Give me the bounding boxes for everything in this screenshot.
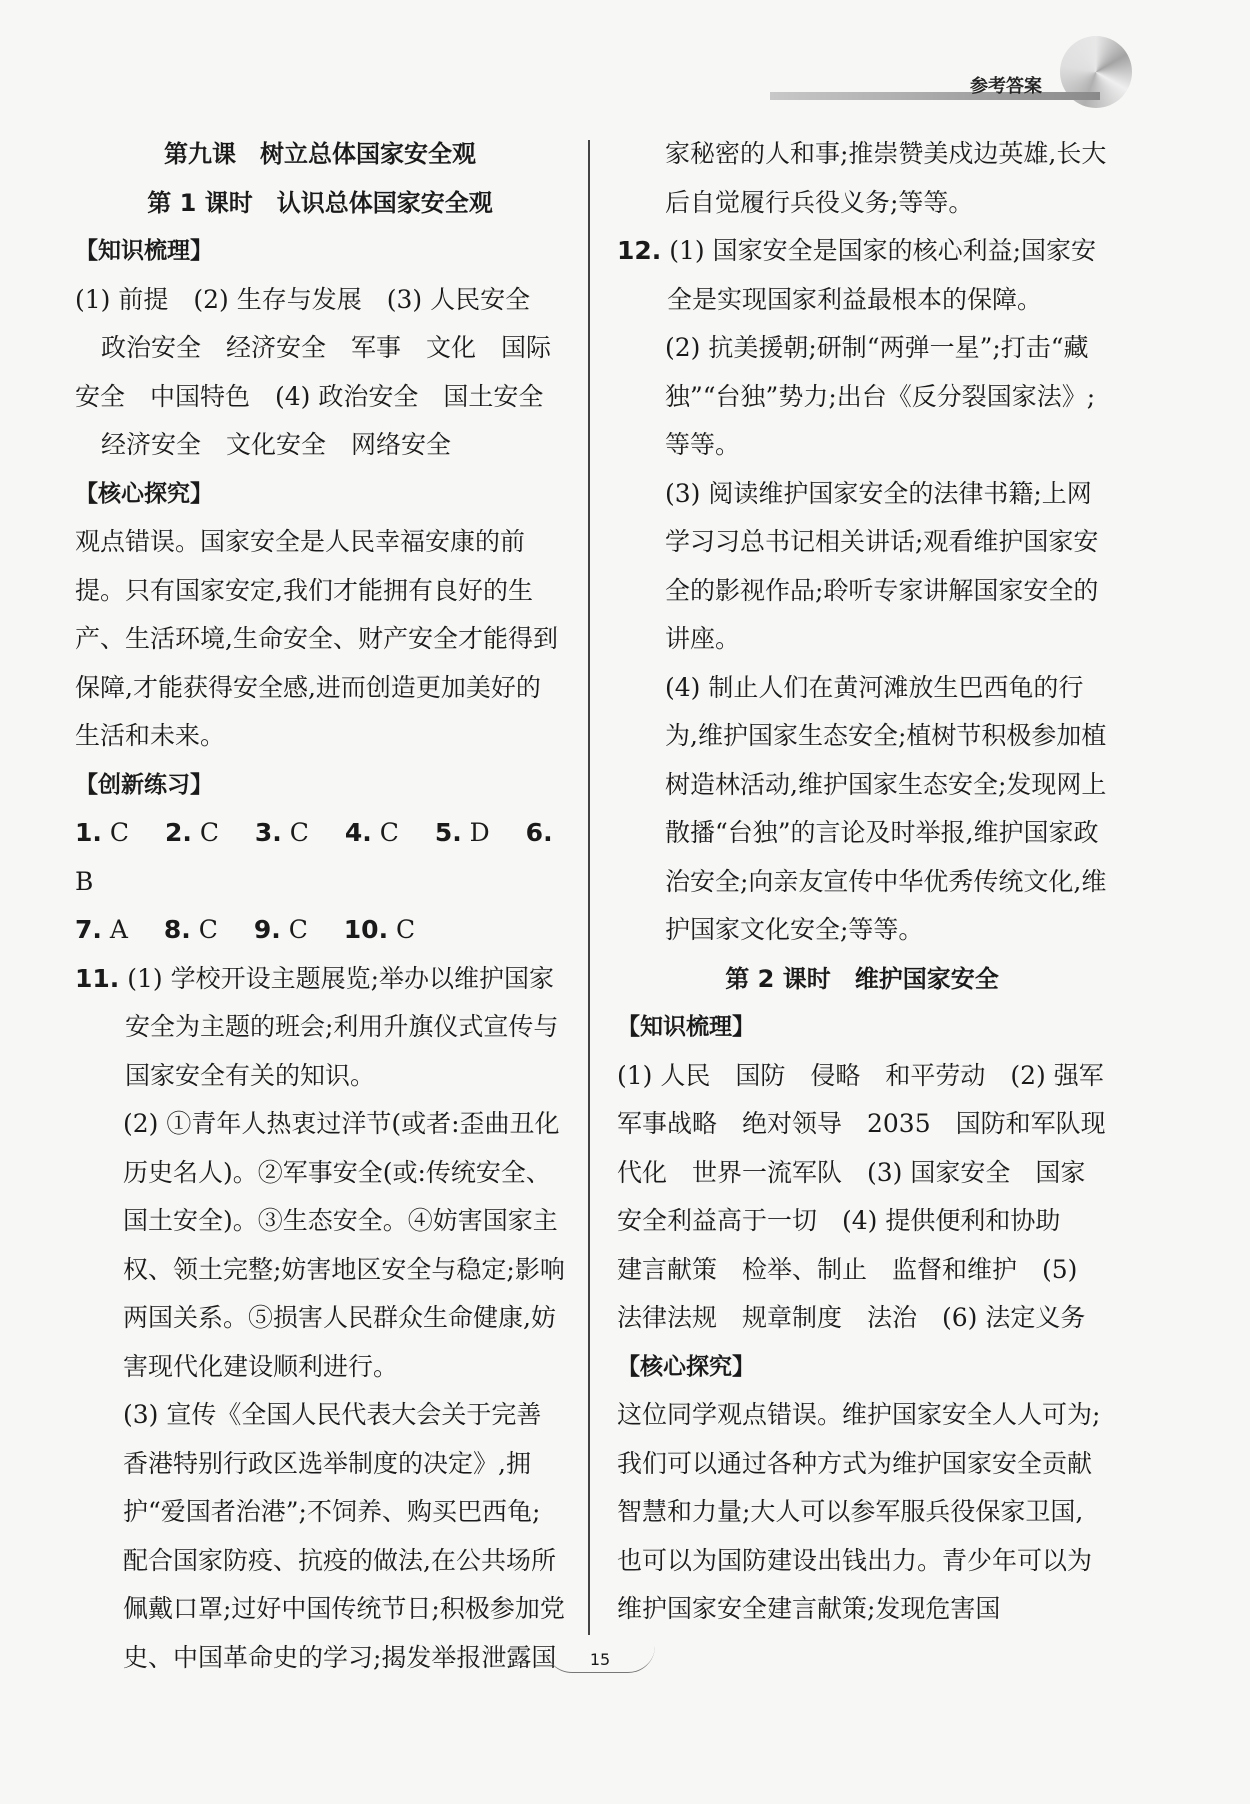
column-divider bbox=[588, 140, 590, 1635]
mc-number: 1. bbox=[75, 818, 102, 847]
mc-number: 4. bbox=[344, 818, 372, 847]
knowledge-line: (1) 前提 (2) 生存与发展 (3) 人民安全 bbox=[75, 284, 531, 314]
knowledge-text: (1) 人民 国防 侵略 和平劳动 (2) 强军 军事战略 绝对领导 2035 国防和军队现代化 世界一流军队 (3) 国家安全 国家安全利益高于一切 (4) 提供便利和协助 建言献策 检举、制止 监督和维护 (5) 法律法规 规章制度 法治 (6) 法定义务 bbox=[617, 1060, 1129, 1332]
lesson-title: 第九课 树立总体国家安全观 bbox=[164, 140, 476, 168]
knowledge-line: 政治安全 经济安全 军事 文化 国际 bbox=[101, 333, 552, 362]
mc-answer: B bbox=[75, 866, 94, 896]
mc-answer: C bbox=[288, 915, 308, 944]
section-core-heading: 【核心探究】 bbox=[617, 1353, 755, 1380]
header-rule bbox=[770, 92, 1100, 100]
mc-answer: C bbox=[109, 818, 129, 847]
header-label: 参考答案 bbox=[970, 76, 1042, 97]
mc-number: 7. bbox=[75, 915, 102, 944]
question-12-part-1: 12. (1) 国家安全是国家的核心利益;国家安全是实现国家利益最根本的保障。 bbox=[617, 236, 1097, 314]
question-11-part-3: (3) 宣传《全国人民代表大会关于完善香港特别行政区选举制度的决定》,拥护“爱国者治港”;不饲养、购买巴西龟;配合国家防疫、抗疫的做法,在公共场所佩戴口罩;过好中国传统节日;积极参加党史、中国革命史的学习;揭发举报泄露国 bbox=[123, 1400, 565, 1672]
multiple-choice-row-2 bbox=[75, 906, 565, 955]
mc-number: 2. bbox=[164, 818, 192, 847]
section-core-heading: 【核心探究】 bbox=[75, 480, 213, 507]
multiple-choice-row-1 bbox=[75, 809, 565, 906]
question-number: 12. bbox=[617, 236, 662, 265]
question-12-part-4: (4) 制止人们在黄河滩放生巴西龟的行为,维护国家生态安全;植树节积极参加植树造林活动,维护国家生态安全;发现网上散播“台独”的言论及时举报,维护国家政治安全;向亲友宣传中华优秀传统文化,维护国家文化安全;等等。 bbox=[665, 672, 1107, 944]
mc-number: 3. bbox=[254, 818, 282, 847]
mc-number: 8. bbox=[163, 915, 191, 944]
right-column bbox=[617, 130, 1129, 1634]
mc-number: 6. bbox=[525, 818, 553, 847]
mc-answer: D bbox=[469, 818, 490, 847]
core-answer-text: 这位同学观点错误。维护国家安全人人可为;我们可以通过各种方式为维护国家安全贡献智慧和力量;大人可以参军服兵役保家卫国,也可以为国防建设出钱出力。青少年可以为维护国家安全建言献策;发现危害国 bbox=[617, 1400, 1101, 1623]
mc-answer: C bbox=[289, 818, 309, 847]
left-column bbox=[75, 130, 565, 1682]
core-answer-text: 观点错误。国家安全是人民幸福安康的前提。只有国家安定,我们才能拥有良好的生产、生活环境,生命安全、财产安全才能得到保障,才能获得安全感,进而创造更加美好的生活和未来。 bbox=[75, 527, 558, 750]
section-knowledge-heading: 【知识梳理】 bbox=[617, 1014, 755, 1040]
period-2-title: 第 2 课时 维护国家安全 bbox=[725, 964, 999, 993]
mc-answer: C bbox=[396, 915, 416, 944]
period-1-title: 第 1 课时 认识总体国家安全观 bbox=[147, 188, 493, 217]
section-practice-heading: 【创新练习】 bbox=[75, 771, 213, 798]
question-11-part-1: 11. (1) 学校开设主题展览;举办以维护国家安全为主题的班会;利用升旗仪式宣传与国家安全有关的知识。 bbox=[75, 963, 559, 1090]
mc-number: 9. bbox=[253, 915, 281, 944]
question-11-part-2: (2) ①青年人热衷过洋节(或者:歪曲丑化历史名人)。②军事安全(或:传统安全、国土安全)。③生态安全。④妨害国家主权、领土完整;妨害地区安全与稳定;影响两国关系。⑤损害人民群众生命健康,妨害现代化建设顺利进行。 bbox=[123, 1109, 565, 1381]
question-12-part-2: (2) 抗美援朝;研制“两弹一星”;打击“藏独”“台独”势力;出台《反分裂国家法》;等等。 bbox=[665, 333, 1096, 459]
mc-number: 10. bbox=[343, 915, 389, 944]
mc-answer: C bbox=[379, 818, 399, 847]
mc-answer: C bbox=[199, 818, 219, 847]
question-12-part-3: (3) 阅读维护国家安全的法律书籍;上网学习习总书记相关讲话;观看维护国家安全的影视作品;聆听专家讲解国家安全的讲座。 bbox=[665, 478, 1099, 653]
mc-answer: A bbox=[109, 915, 128, 944]
section-knowledge-heading: 【知识梳理】 bbox=[75, 238, 213, 264]
knowledge-line: 经济安全 文化安全 网络安全 bbox=[101, 430, 452, 459]
question-number: 11. bbox=[75, 963, 120, 993]
mc-number: 5. bbox=[434, 818, 462, 847]
page-number: 15 bbox=[589, 1650, 611, 1669]
knowledge-line: 安全 中国特色 (4) 政治安全 国土安全 bbox=[75, 381, 544, 411]
mc-answer: C bbox=[198, 915, 218, 944]
question-11-continued: 家秘密的人和事;推崇赞美戍边英雄,长大后自觉履行兵役义务;等等。 bbox=[665, 139, 1107, 217]
